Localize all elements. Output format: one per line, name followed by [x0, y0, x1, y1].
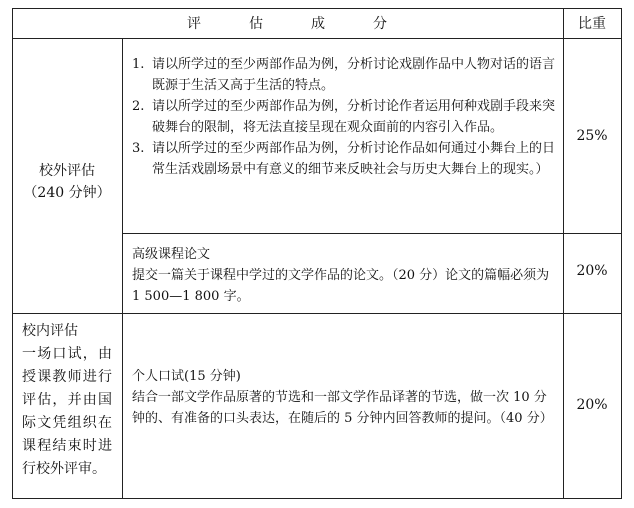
row-divider-internal: [12, 313, 622, 314]
questions-weight: 25%: [576, 128, 608, 144]
essay-description: 提交一篇关于课程中学过的文学作品的论文。（20 分）论文的篇幅必须为 1 500—1 800 字。: [132, 268, 550, 304]
question-text: 请以所学过的至少两部作品为例，分析讨论作者运用何种戏剧手段来突破舞台的限制，将无法直接呈现在观众面前的内容引入作品。: [152, 99, 556, 135]
external-duration: （240 分钟）: [23, 185, 111, 201]
table-border-right: [621, 8, 622, 499]
essay-title: 高级课程论文: [132, 247, 211, 262]
header-assessment-components: [12, 8, 562, 38]
oral-title: 个人口试(15 分钟): [132, 369, 241, 384]
column-divider-weight: [563, 8, 564, 499]
question-number: 1.: [132, 57, 145, 72]
internal-description: 一场口试，由授课教师进行评估，并由国际文凭组织在课程结束时进行校外评审。: [22, 346, 112, 477]
header-divider: [12, 38, 622, 39]
question-number: 3.: [132, 141, 145, 156]
essay-section: [132, 244, 558, 307]
external-assessment-label: [12, 160, 122, 204]
header-char: 估: [249, 16, 263, 32]
oral-weight: 20%: [576, 397, 608, 413]
internal-label: 校内评估: [22, 323, 78, 339]
row-divider-paper: [122, 233, 622, 234]
essay-weight: 20%: [576, 263, 608, 279]
header-char: 成: [311, 16, 325, 32]
list-item: [132, 96, 558, 138]
list-item: [132, 54, 558, 96]
internal-assessment-label: [22, 320, 112, 481]
question-number: 2.: [132, 99, 145, 114]
oral-section: [132, 366, 558, 429]
header-char: 评: [187, 16, 201, 32]
list-item: [132, 138, 558, 180]
external-label: 校外评估: [39, 163, 95, 179]
question-text: 请以所学过的至少两部作品为例，分析讨论戏剧作品中人物对话的语言既源于生活又高于生活的特点。: [152, 57, 556, 93]
external-question-list: [132, 54, 558, 180]
column-divider-label: [122, 38, 123, 499]
table-border-left: [12, 8, 13, 499]
header-char: 分: [373, 16, 387, 32]
header-weight: 比重: [578, 16, 606, 32]
table-border-bottom: [12, 498, 622, 499]
question-text: 请以所学过的至少两部作品为例，分析讨论作品如何通过小舞台上的日常生活戏剧场景中有意义的细节来反映社会与历史大舞台上的现实。）: [152, 141, 556, 177]
oral-description: 结合一部文学作品原著的节选和一部文学作品译著的节选，做一次 10 分钟的、有准备的口头表达，在随后的 5 分钟内回答教师的提问。（40 分）: [132, 390, 553, 426]
